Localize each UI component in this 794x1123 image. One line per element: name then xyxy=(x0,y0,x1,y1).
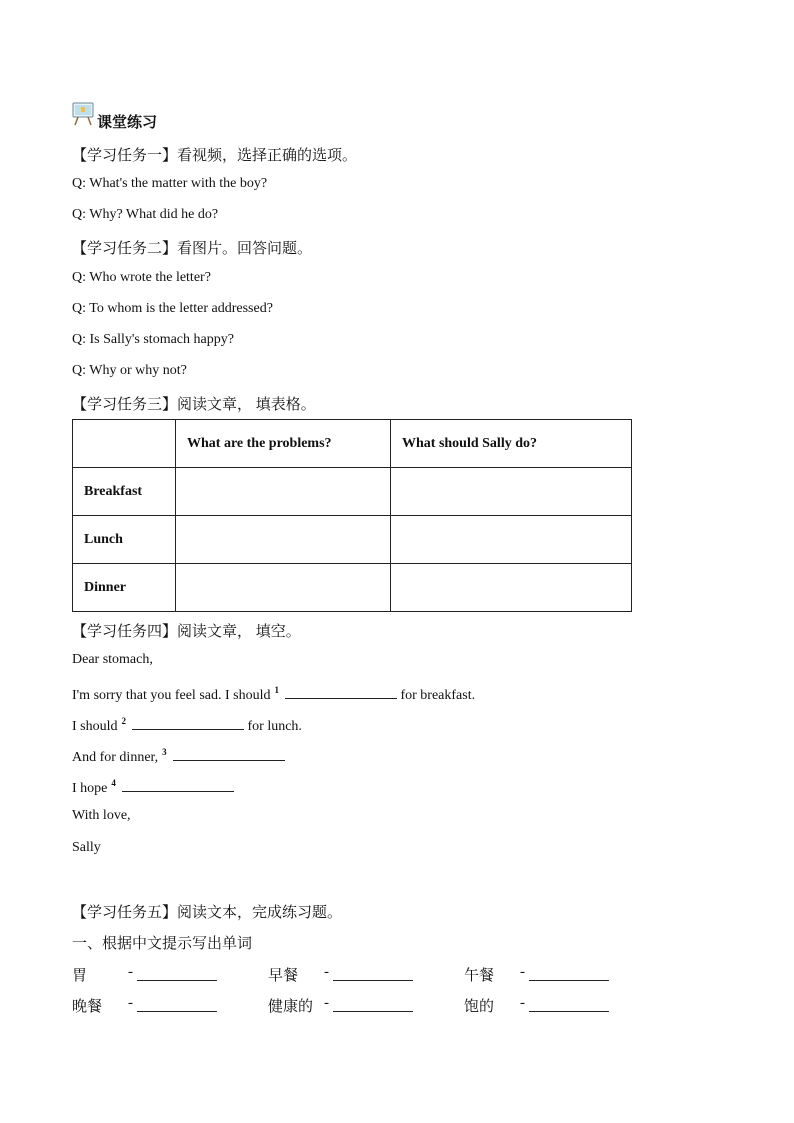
letter-line-3 xyxy=(72,746,285,766)
word-cn-breakfast: 早餐 xyxy=(268,968,299,984)
task2-label: 【学习任务二】看图片。回答问题。 xyxy=(72,241,313,257)
letter-line-4 xyxy=(72,777,234,797)
blank-2[interactable] xyxy=(132,715,244,730)
blank-number-4: 4 xyxy=(111,778,116,788)
table-cell-answer[interactable] xyxy=(176,516,391,564)
table-row xyxy=(73,516,632,564)
word-dash: - xyxy=(520,995,525,1011)
task1-question-2: Q: Why? What did he do? xyxy=(72,207,219,222)
table-header-cell xyxy=(73,420,176,468)
letter-line-2-end: for lunch. xyxy=(247,719,302,734)
word-cn-healthy: 健康的 xyxy=(268,999,314,1015)
blank-3[interactable] xyxy=(173,746,285,761)
table-row-label: Lunch xyxy=(73,516,176,564)
task2-question-1: Q: Who wrote the letter? xyxy=(72,270,211,285)
table-row xyxy=(73,564,632,612)
blank-number-1: 1 xyxy=(274,685,279,695)
letter-line-2 xyxy=(72,715,302,735)
letter-line-1 xyxy=(72,684,475,704)
table-row-label: Breakfast xyxy=(73,468,176,516)
table-cell-answer[interactable] xyxy=(391,516,632,564)
word-cn-stomach: 胃 xyxy=(72,968,88,984)
blank-number-2: 2 xyxy=(121,716,126,726)
word-cn-dinner: 晚餐 xyxy=(72,999,103,1015)
table-header-cell: What should Sally do? xyxy=(391,420,632,468)
word-blank-1[interactable] xyxy=(137,966,217,981)
word-dash: - xyxy=(520,964,525,980)
letter-greeting: Dear stomach, xyxy=(72,652,153,667)
word-dash: - xyxy=(128,995,133,1011)
blank-4[interactable] xyxy=(122,777,234,792)
table-row xyxy=(73,468,632,516)
table-cell-answer[interactable] xyxy=(391,564,632,612)
word-blank-2[interactable] xyxy=(333,966,413,981)
word-dash: - xyxy=(324,995,329,1011)
letter-line-4-start: I hope xyxy=(72,781,108,796)
classroom-board-icon xyxy=(72,102,94,126)
table-cell-answer[interactable] xyxy=(176,564,391,612)
word-blank-3[interactable] xyxy=(529,966,609,981)
word-blank-5[interactable] xyxy=(333,997,413,1012)
table-cell-answer[interactable] xyxy=(391,468,632,516)
word-dash: - xyxy=(324,964,329,980)
problems-table xyxy=(72,419,632,612)
task5-label: 【学习任务五】阅读文本，完成练习题。 xyxy=(72,905,343,921)
letter-line-2-start: I should xyxy=(72,719,118,734)
blank-number-3: 3 xyxy=(162,747,167,757)
task2-question-3: Q: Is Sally's stomach happy? xyxy=(72,332,234,347)
table-header-cell: What are the problems? xyxy=(176,420,391,468)
table-header-row xyxy=(73,420,632,468)
letter-line-1-start: I'm sorry that you feel sad. I should xyxy=(72,688,271,703)
blank-1[interactable] xyxy=(285,684,397,699)
task3-label: 【学习任务三】阅读文章， 填表格。 xyxy=(72,397,316,413)
task1-label: 【学习任务一】看视频，选择正确的选项。 xyxy=(72,148,358,164)
task4-label: 【学习任务四】阅读文章， 填空。 xyxy=(72,624,301,640)
letter-closing: With love, xyxy=(72,808,131,823)
letter-line-3-start: And for dinner, xyxy=(72,750,159,765)
word-blank-4[interactable] xyxy=(137,997,217,1012)
table-row-label: Dinner xyxy=(73,564,176,612)
word-cn-full: 饱的 xyxy=(464,999,495,1015)
task2-question-2: Q: To whom is the letter addressed? xyxy=(72,301,273,316)
task2-question-4: Q: Why or why not? xyxy=(72,363,187,378)
word-blank-6[interactable] xyxy=(529,997,609,1012)
letter-signature: Sally xyxy=(72,840,101,855)
task1-question-1: Q: What's the matter with the boy? xyxy=(72,176,268,191)
section-title: 课堂练习 xyxy=(97,115,158,131)
letter-line-1-end: for breakfast. xyxy=(400,688,476,703)
table-cell-answer[interactable] xyxy=(176,468,391,516)
word-cn-lunch: 午餐 xyxy=(464,968,495,984)
word-dash: - xyxy=(128,964,133,980)
task5-subtitle: 一、根据中文提示写出单词 xyxy=(72,936,253,952)
